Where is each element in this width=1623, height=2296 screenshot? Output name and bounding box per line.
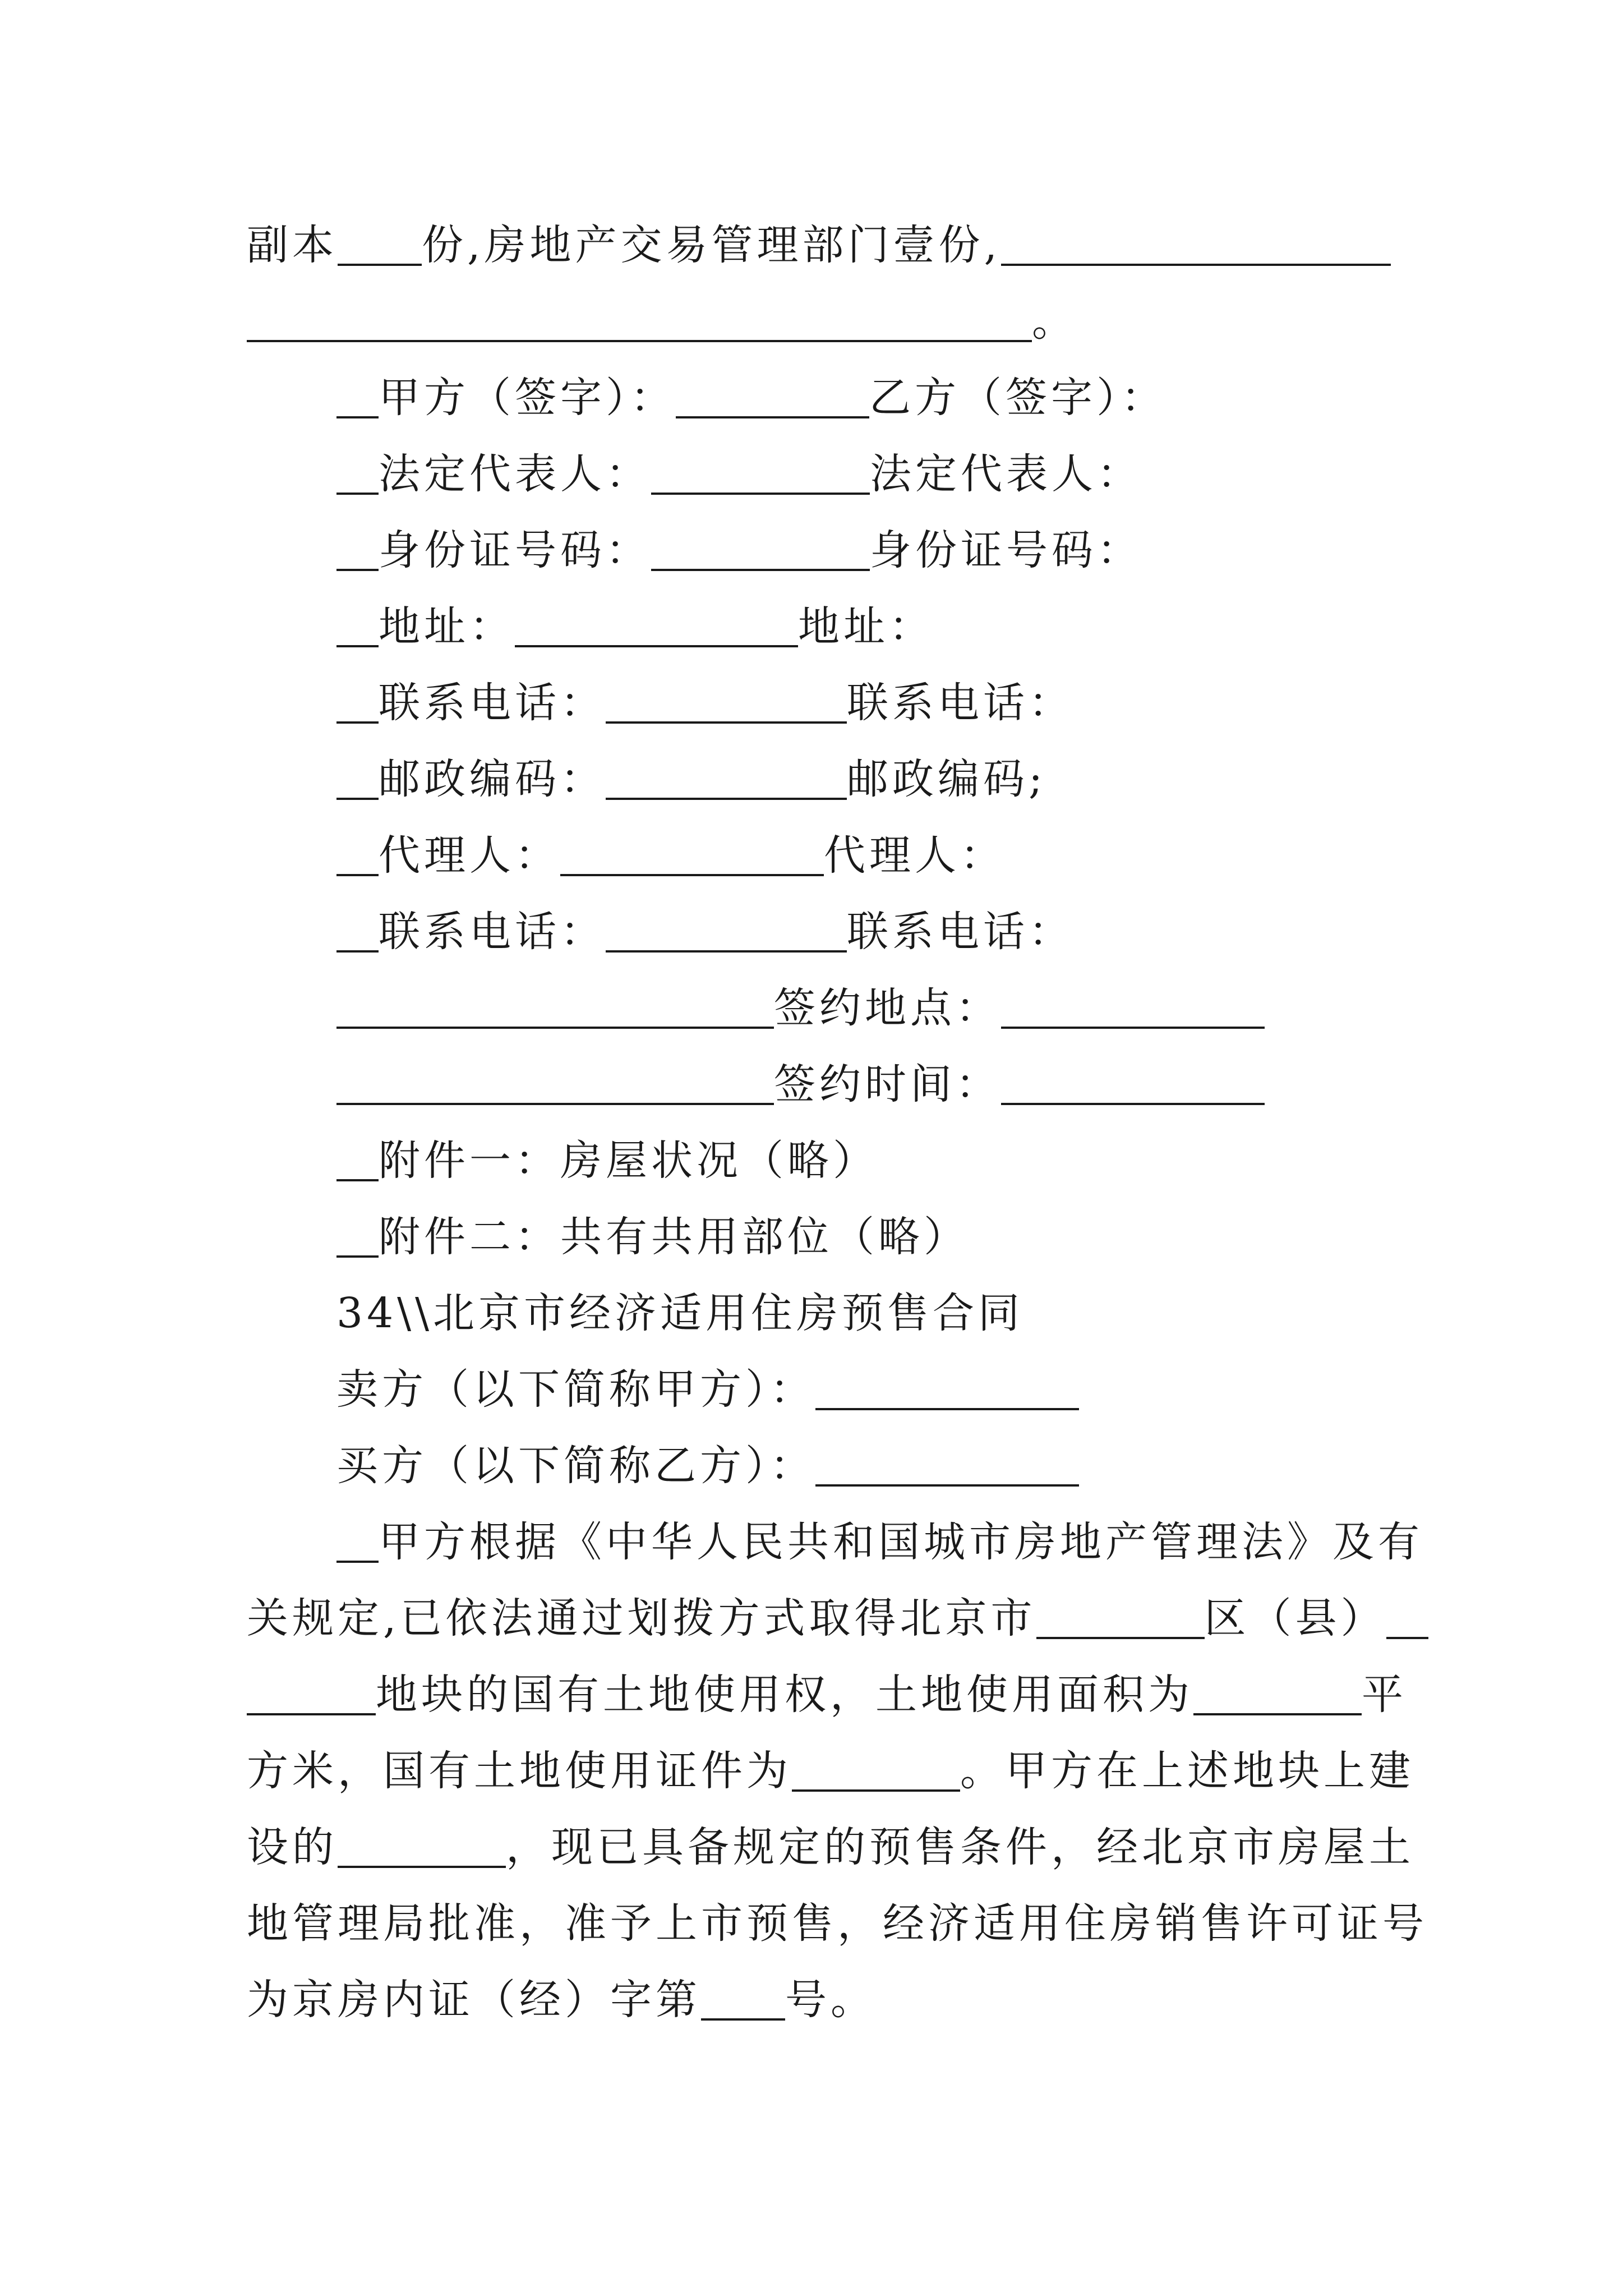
para-line-1 (336, 1511, 1423, 1573)
party-a-phone-label: 联系电话： (379, 679, 606, 727)
signing-place-blank (1001, 977, 1265, 1029)
copies-desc: 份,房地产交易管理部门壹份, (422, 221, 1002, 269)
copies-continuation-blank (247, 291, 1032, 342)
land-plot-blank-start (1386, 1588, 1428, 1639)
postcode-line (336, 748, 1046, 810)
seller-line (336, 1359, 1079, 1420)
para-text-4b: 。甲方在上述地块上建 (960, 1747, 1414, 1795)
para-text-5a: 设的 (247, 1823, 338, 1871)
buyer-label: 买方（以下简称乙方）： (336, 1442, 815, 1490)
annex-2-text: 附件二：共有共用部位（略） (379, 1213, 969, 1261)
indent-blank (336, 1511, 379, 1563)
party-a-legal-rep-label: 法定代表人： (379, 450, 651, 498)
para-text-7b: 号。 (785, 1976, 876, 2024)
party-b-legal-rep-label: 法定代表人： (870, 450, 1142, 498)
indent-blank (336, 1206, 379, 1258)
indent-blank (336, 825, 379, 876)
district-blank (1036, 1588, 1205, 1639)
indent-blank (336, 367, 379, 418)
copies-extra-blank (1001, 214, 1391, 266)
buyer-line (336, 1435, 1079, 1497)
contract-title: 34\\北京市经济适用住房预售合同 (336, 1289, 1024, 1337)
annex-2-line (336, 1206, 969, 1268)
para-text-2b: 区（县） (1204, 1594, 1386, 1642)
signature-line (336, 367, 1166, 429)
party-b-phone-label: 联系电话： (847, 679, 1074, 727)
annex-1-line (336, 1130, 878, 1191)
signing-time-line (336, 1053, 1265, 1115)
phone-line (336, 672, 1074, 734)
party-b-agent-label: 代理人： (824, 831, 1006, 880)
party-a-agent-label: 代理人： (379, 831, 560, 880)
signing-place-left-blank (336, 977, 774, 1029)
indent-blank (336, 748, 379, 800)
copies-label: 副本 (247, 221, 338, 269)
contract-title-line (336, 1282, 1023, 1344)
land-plot-blank-end (247, 1664, 376, 1715)
signing-time-label: 签约时间： (774, 1060, 1001, 1108)
party-b-postcode-label: 邮政编码; (847, 755, 1046, 803)
para-text-2a: 关规定,已依法通过划拨方式取得北京市 (247, 1594, 1036, 1642)
period: 。 (1032, 297, 1077, 346)
para-line-3 (247, 1664, 1407, 1726)
party-b-phone2-label: 联系电话： (847, 908, 1074, 956)
party-a-agent-blank (560, 825, 824, 876)
copies-count-blank (338, 214, 422, 266)
agent-line (336, 825, 1006, 886)
signing-time-blank (1001, 1053, 1265, 1105)
land-cert-blank (792, 1740, 960, 1792)
para-text-1: 甲方根据《中华人民共和国城市房地产管理法》及有 (379, 1518, 1423, 1566)
indent-blank (336, 1130, 379, 1181)
indent-blank (336, 901, 379, 953)
copies-continuation-line (247, 291, 1077, 352)
para-text-3a: 地块的国有土地使用权，土地使用面积为 (376, 1671, 1193, 1719)
seller-blank (815, 1359, 1079, 1410)
indent-blank (336, 596, 379, 647)
seller-label: 卖方（以下简称甲方）： (336, 1365, 815, 1414)
party-a-address-label: 地址： (379, 602, 515, 651)
signing-time-left-blank (336, 1053, 774, 1105)
signing-place-line (336, 977, 1265, 1039)
license-number-blank (701, 1969, 785, 2021)
para-line-6 (247, 1893, 1428, 1954)
party-a-id-label: 身份证号码： (379, 526, 651, 574)
party-a-phone-blank (606, 672, 847, 724)
address-line (336, 596, 934, 657)
party-a-signature-blank (676, 367, 869, 418)
id-number-line (336, 519, 1142, 581)
party-a-id-blank (651, 519, 870, 571)
signing-place-label: 签约地点： (774, 984, 1001, 1032)
indent-blank (336, 672, 379, 724)
party-a-phone2-label: 联系电话： (379, 908, 606, 956)
annex-1-text: 附件一：房屋状况（略） (379, 1137, 878, 1185)
phone2-line (336, 901, 1074, 963)
party-a-postcode-label: 邮政编码： (379, 755, 606, 803)
party-b-address-label: 地址： (798, 602, 934, 651)
party-a-legal-rep-blank (651, 443, 870, 495)
party-a-phone2-blank (606, 901, 847, 953)
party-a-signature-label: 甲方（签字）： (379, 374, 676, 422)
buyer-blank (815, 1435, 1079, 1487)
indent-blank (336, 443, 379, 495)
para-line-5 (247, 1816, 1414, 1878)
party-a-postcode-blank (606, 748, 847, 800)
indent-blank (336, 519, 379, 571)
para-text-3b: 平 (1362, 1671, 1407, 1719)
para-text-6: 地管理局批准，准予上市预售，经济适用住房销售许可证号 (247, 1899, 1428, 1948)
para-line-7 (247, 1969, 876, 2031)
party-b-id-label: 身份证号码： (870, 526, 1142, 574)
copies-line (247, 214, 1391, 276)
land-area-blank (1193, 1664, 1362, 1715)
para-text-4a: 方米，国有土地使用证件为 (247, 1747, 792, 1795)
legal-rep-line (336, 443, 1142, 505)
party-b-signature-label: 乙方（签字）： (869, 374, 1166, 422)
party-a-address-blank (515, 596, 798, 647)
para-line-4 (247, 1740, 1414, 1802)
para-line-2 (247, 1588, 1428, 1649)
para-text-5b: ，现已具备规定的预售条件，经北京市房屋土 (506, 1823, 1414, 1871)
para-text-7a: 为京房内证（经）字第 (247, 1976, 701, 2024)
building-blank (338, 1816, 506, 1868)
